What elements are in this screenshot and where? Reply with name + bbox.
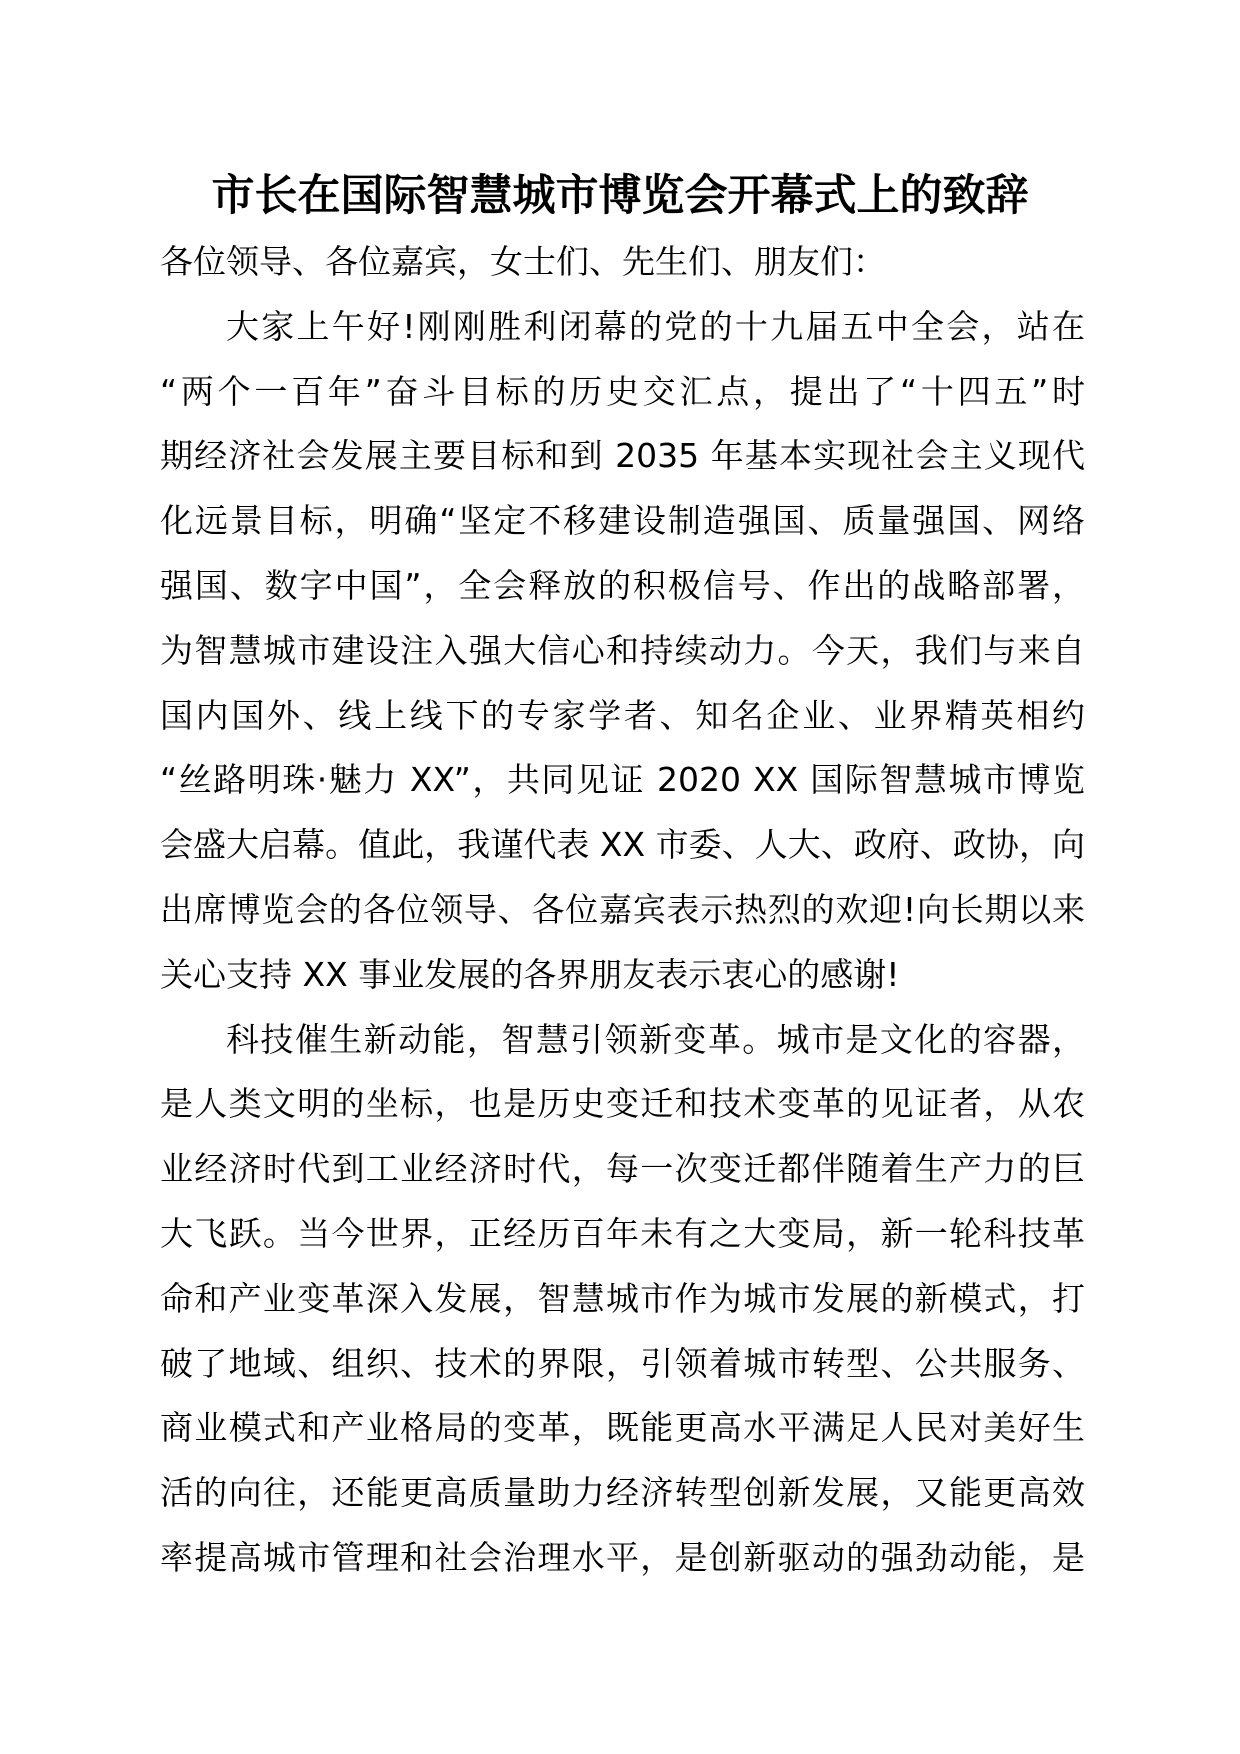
paragraph-line: “两个一百年”奋斗目标的历史交汇点，提出了“十四五”时 — [160, 371, 1085, 411]
paragraph-line: 大飞跃。当今世界，正经历百年未有之大变局，新一轮科技革 — [160, 1213, 1085, 1253]
paragraph-line: 会盛大启幕。值此，我谨代表 XX 市委、人大、政府、政协，向 — [160, 825, 1085, 865]
paragraph-line: 破了地域、组织、技术的界限，引领着城市转型、公共服务、 — [160, 1343, 1085, 1383]
paragraph-line: 为智慧城市建设注入强大信心和持续动力。今天，我们与来自 — [160, 630, 1085, 670]
paragraph-1 — [160, 295, 1085, 1008]
paragraph-line: 强国、数字中国”，全会释放的积极信号、作出的战略部署， — [160, 565, 1085, 605]
document-body — [160, 230, 1085, 1591]
paragraph-line: 命和产业变革深入发展，智慧城市作为城市发展的新模式，打 — [160, 1278, 1085, 1318]
paragraph-line: 是人类文明的坐标，也是历史变迁和技术变革的见证者，从农 — [160, 1084, 1085, 1124]
paragraph-line: 化远景目标，明确“坚定不移建设制造强国、质量强国、网络 — [160, 501, 1085, 541]
paragraph-line: 科技催生新动能，智慧引领新变革。城市是文化的容器， — [226, 1019, 1085, 1059]
paragraph-line: 大家上午好!刚刚胜利闭幕的党的十九届五中全会，站在 — [226, 306, 1085, 346]
salutation-line: 各位领导、各位嘉宾，女士们、先生们、朋友们： — [160, 242, 886, 281]
document-title: 市长在国际智慧城市博览会开幕式上的致辞 — [211, 171, 1029, 221]
paragraph-line: 出席博览会的各位领导、各位嘉宾表示热烈的欢迎!向长期以来 — [160, 889, 1085, 929]
paragraph-line: 业经济时代到工业经济时代，每一次变迁都伴随着生产力的巨 — [160, 1149, 1085, 1189]
paragraph-line: 期经济社会发展主要目标和到 2035 年基本实现社会主义现代 — [160, 436, 1085, 476]
paragraph-line: 率提高城市管理和社会治理水平，是创新驱动的强劲动能，是 — [160, 1537, 1085, 1577]
paragraph-line: 商业模式和产业格局的变革，既能更高水平满足人民对美好生 — [160, 1408, 1085, 1448]
paragraph-line: “丝路明珠·魅力 XX”，共同见证 2020 XX 国际智慧城市博览 — [160, 760, 1085, 800]
paragraph-line: 国内国外、线上线下的专家学者、知名企业、业界精英相约 — [160, 695, 1085, 735]
paragraph-line: 关心支持 XX 事业发展的各界朋友表示衷心的感谢! — [160, 954, 900, 994]
paragraph-2 — [160, 1008, 1085, 1591]
paragraph-line: 活的向往，还能更高质量助力经济转型创新发展，又能更高效 — [160, 1473, 1085, 1513]
